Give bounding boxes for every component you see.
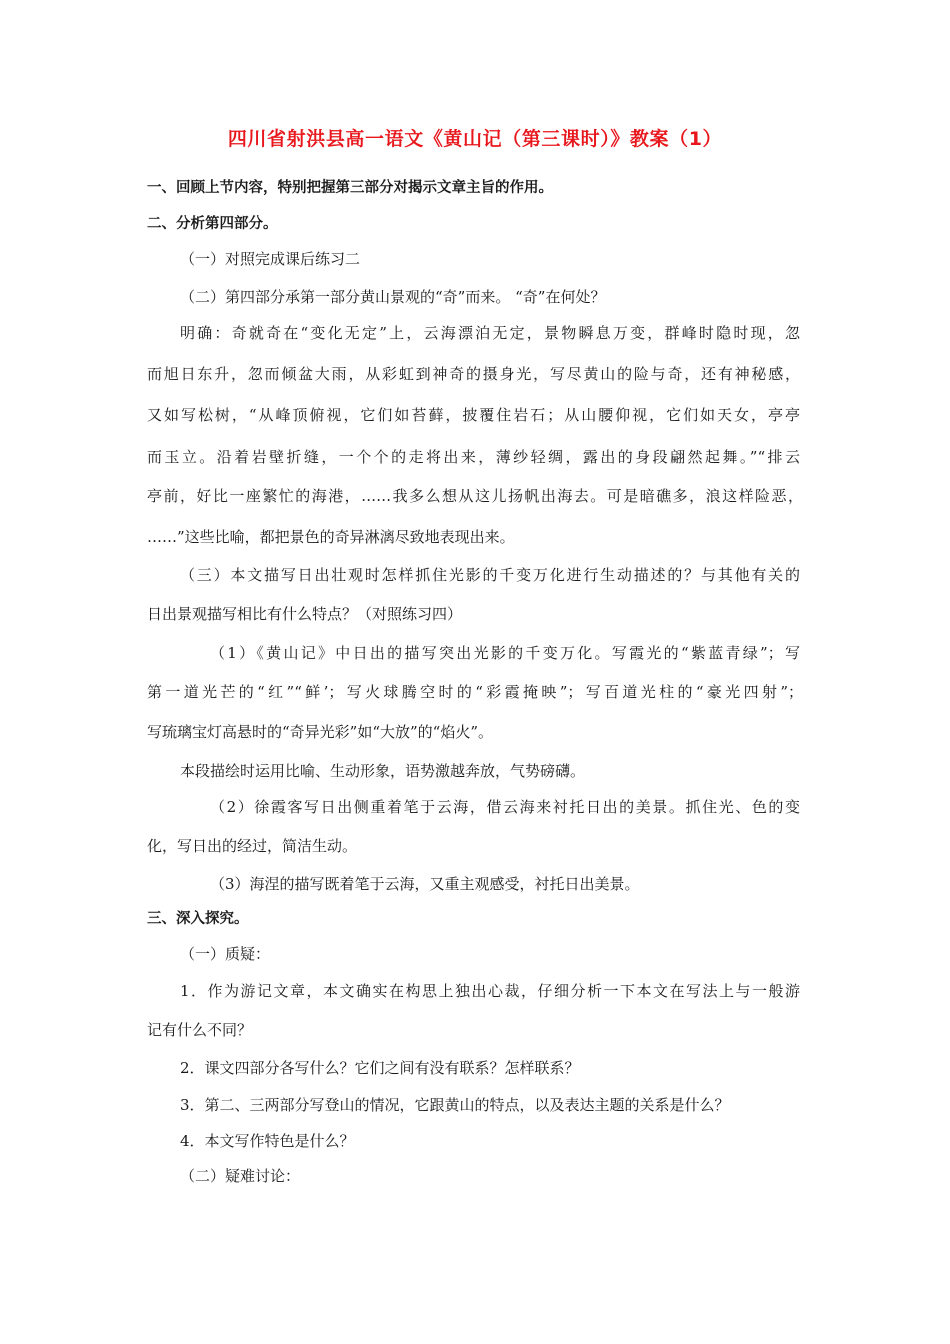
question-line: 1．作为游记文章，本文确实在构思上独出心裁，仔细分析一下本文在写法上与一般游 bbox=[180, 982, 800, 1000]
paragraph-line: ……”这些比喻，都把景色的奇异淋漓尽致地表现出来。 bbox=[147, 528, 515, 546]
paragraph-line: 写琉璃宝灯高悬时的“奇异光彩”如“大放”的“焰火”。 bbox=[147, 723, 494, 741]
paragraph-line: （二）第四部分承第一部分黄山景观的“奇”而来。 “奇”在何处？ bbox=[180, 288, 606, 306]
paragraph-line: （1）《黄山记》中日出的描写突出光影的千变万化。写霞光的“紫蓝青绿”；写 bbox=[210, 644, 800, 662]
paragraph-line: 亭前，好比一座繁忙的海港，……我多么想从这儿扬帆出海去。可是暗礁多，浪这样险恶， bbox=[147, 487, 803, 505]
question-line: 2．课文四部分各写什么？它们之间有没有联系？怎样联系？ bbox=[180, 1059, 580, 1077]
paragraph-line: （一）对照完成课后练习二 bbox=[180, 250, 361, 268]
paragraph-line: 而旭日东升，忽而倾盆大雨，从彩虹到神奇的摄身光，写尽黄山的险与奇，还有神秘感， bbox=[147, 365, 800, 383]
section-heading-2: 二、分析第四部分。 bbox=[147, 216, 278, 232]
paragraph-line: 而玉立。沿着岩壁折缝，一个个的走将出来，薄纱轻绸，露出的身段翩然起舞。”“排云 bbox=[147, 448, 800, 466]
paragraph-line: 第一道光芒的“红”“鲜’；写火球腾空时的“彩霞掩映”；写百道光柱的“豪光四射”； bbox=[147, 683, 803, 701]
document-title: 四川省射洪县高一语文《黄山记（第三课时）》教案（1） bbox=[227, 128, 723, 150]
paragraph-line: 明确：奇就奇在“变化无定”上，云海漂泊无定，景物瞬息万变，群峰时隐时现，忽 bbox=[180, 324, 800, 342]
paragraph-line: （2）徐霞客写日出侧重着笔于云海，借云海来衬托日出的美景。抓住光、色的变 bbox=[210, 798, 800, 816]
section-heading-3: 三、深入探究。 bbox=[147, 911, 249, 927]
paragraph-line: （一）质疑： bbox=[180, 945, 271, 963]
paragraph-line: 本段描绘时运用比喻、生动形象，语势激越奔放，气势磅礴。 bbox=[180, 762, 586, 780]
paragraph-line: 日出景观描写相比有什么特点？（对照练习四） bbox=[147, 605, 463, 623]
paragraph-line: （3）海涅的描写既着笔于云海，又重主观感受，衬托日出美景。 bbox=[210, 875, 640, 893]
paragraph-line: 又如写松树，“从峰顶俯视，它们如苔藓，披覆住岩石；从山腰仰视，它们如天女，亭亭 bbox=[147, 406, 800, 424]
paragraph-line: （二）疑难讨论： bbox=[180, 1167, 301, 1185]
paragraph-line: （三）本文描写日出壮观时怎样抓住光影的千变万化进行生动描述的？与其他有关的 bbox=[180, 566, 800, 584]
question-line: 4．本文写作特色是什么？ bbox=[180, 1132, 355, 1150]
paragraph-line: 化，写日出的经过，简洁生动。 bbox=[147, 837, 358, 855]
section-heading-1: 一、回顾上节内容，特别把握第三部分对揭示文章主旨的作用。 bbox=[147, 180, 553, 196]
question-line: 3．第二、三两部分写登山的情况，它跟黄山的特点，以及表达主题的关系是什么？ bbox=[180, 1096, 730, 1114]
question-line: 记有什么不同？ bbox=[147, 1021, 253, 1039]
